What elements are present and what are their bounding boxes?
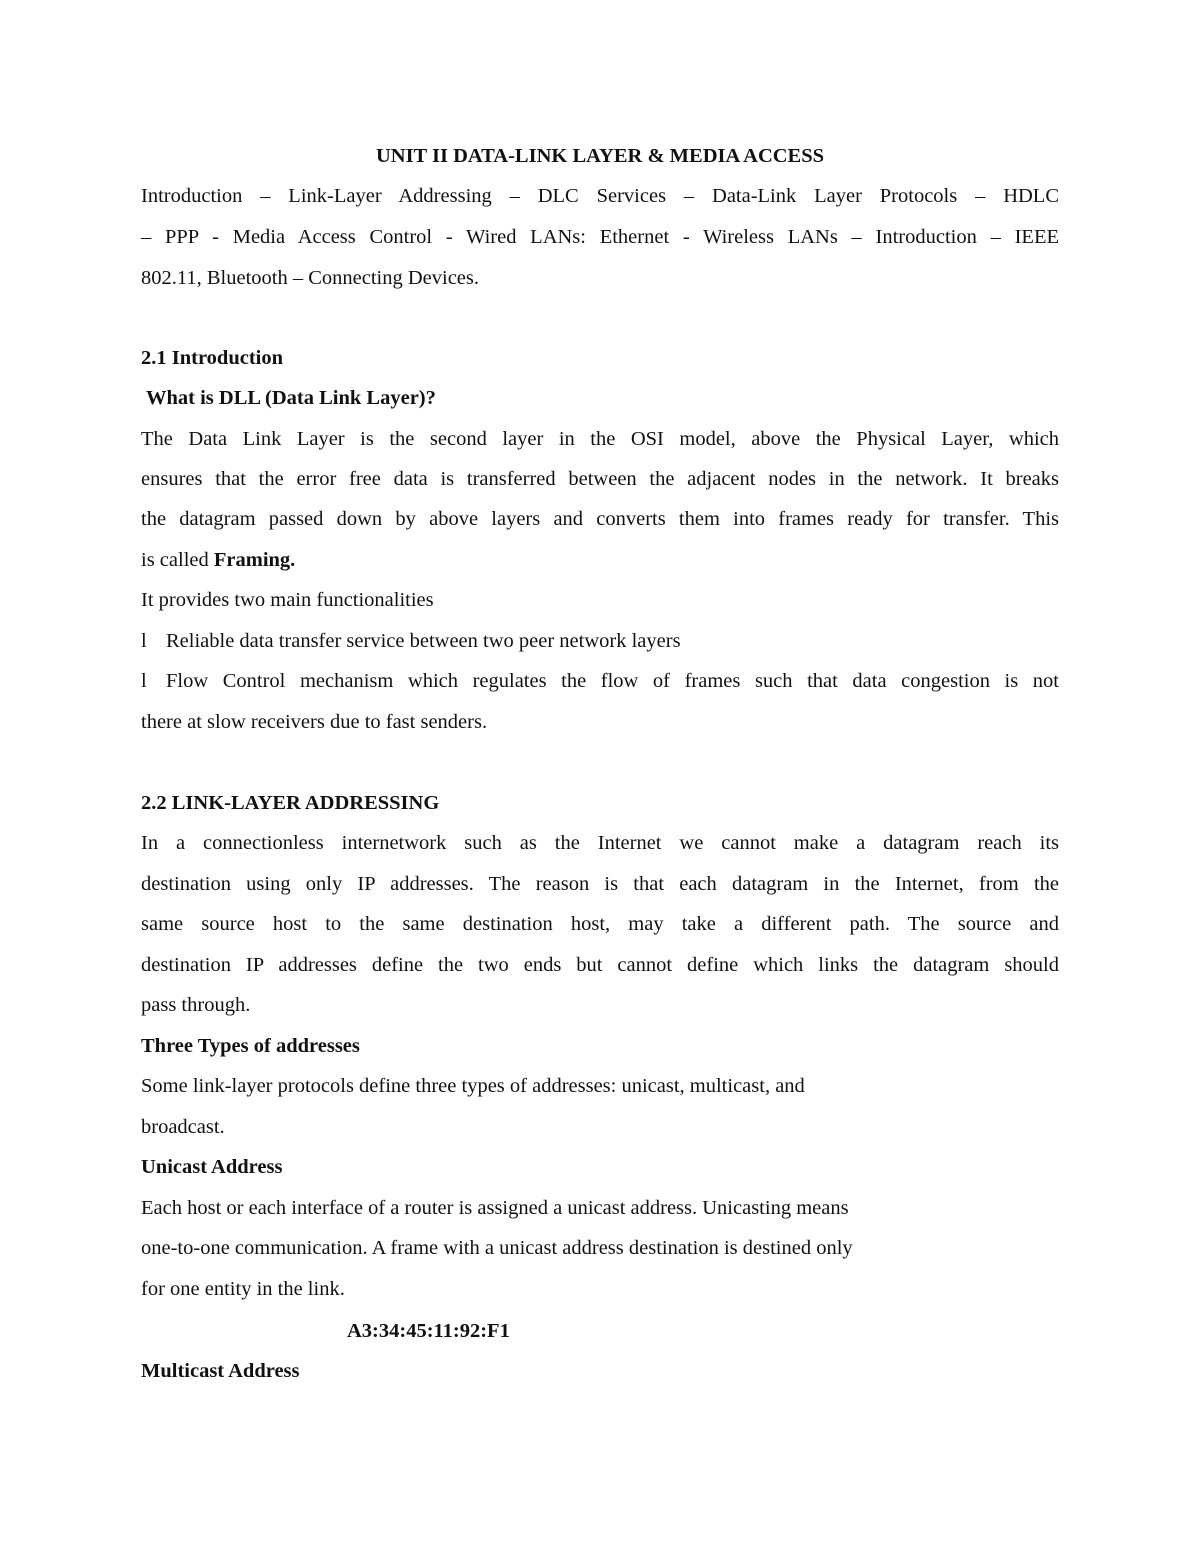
- dll-question: What is DLL (Data Link Layer)?: [146, 387, 436, 409]
- functions-intro: It provides two main functionalities: [141, 589, 434, 611]
- bullet-text: Flow Control mechanism which regulates the flow of frames such that data congestion is not: [166, 670, 1059, 692]
- intro-para-prefix: is called: [141, 549, 214, 571]
- unicast-heading: Unicast Address: [141, 1156, 283, 1178]
- unicast-line-2: one-to-one communication. A frame with a unicast address destination is destined only: [141, 1237, 853, 1259]
- syllabus-line-3: 802.11, Bluetooth – Connecting Devices.: [141, 267, 480, 289]
- bullet-marker: l: [141, 670, 147, 692]
- address-types-line-2: broadcast.: [141, 1116, 225, 1138]
- addressing-para-line-2: destination using only IP addresses. The reason is that each datagram in the Internet, from the: [141, 873, 1059, 895]
- intro-para-line-4: [141, 547, 295, 573]
- multicast-heading: Multicast Address: [141, 1360, 300, 1382]
- unicast-line-3: for one entity in the link.: [141, 1278, 345, 1300]
- unicast-example-address: A3:34:45:11:92:F1: [347, 1320, 510, 1342]
- addressing-para-line-4: destination IP addresses define the two ends but cannot define which links the datagram should: [141, 954, 1059, 976]
- bullet-item-2: [141, 668, 1059, 694]
- page-title: UNIT II DATA-LINK LAYER & MEDIA ACCESS: [375, 145, 825, 167]
- unicast-line-1: Each host or each interface of a router is assigned a unicast address. Unicasting means: [141, 1197, 849, 1219]
- address-types-line-1: Some link-layer protocols define three types of addresses: unicast, multicast, and: [141, 1075, 805, 1097]
- intro-para-line-2: ensures that the error free data is transferred between the adjacent nodes in the network. It breaks: [141, 468, 1059, 490]
- addressing-para-line-3: same source host to the same destination host, may take a different path. The source and: [141, 913, 1059, 935]
- section-2-2-heading: 2.2 LINK-LAYER ADDRESSING: [141, 792, 440, 814]
- address-types-heading: Three Types of addresses: [141, 1035, 360, 1057]
- bullet-item-1: [141, 628, 681, 654]
- bullet-item-2-continuation: there at slow receivers due to fast senders.: [141, 711, 488, 733]
- addressing-para-line-5: pass through.: [141, 994, 251, 1016]
- bullet-marker: l: [141, 630, 147, 652]
- bullet-text: Reliable data transfer service between two peer network layers: [166, 630, 681, 652]
- syllabus-line-2: – PPP - Media Access Control - Wired LANs: Ethernet - Wireless LANs – Introduction – IEEE: [141, 226, 1059, 248]
- syllabus-line-1: Introduction – Link-Layer Addressing – DLC Services – Data-Link Layer Protocols – HDLC: [141, 185, 1059, 207]
- addressing-para-line-1: In a connectionless internetwork such as the Internet we cannot make a datagram reach its: [141, 832, 1059, 854]
- framing-term: Framing.: [213, 549, 296, 571]
- intro-para-line-1: The Data Link Layer is the second layer in the OSI model, above the Physical Layer, which: [141, 428, 1059, 450]
- intro-para-line-3: the datagram passed down by above layers and converts them into frames ready for transfer. This: [141, 508, 1059, 530]
- section-2-1-heading: 2.1 Introduction: [141, 347, 284, 369]
